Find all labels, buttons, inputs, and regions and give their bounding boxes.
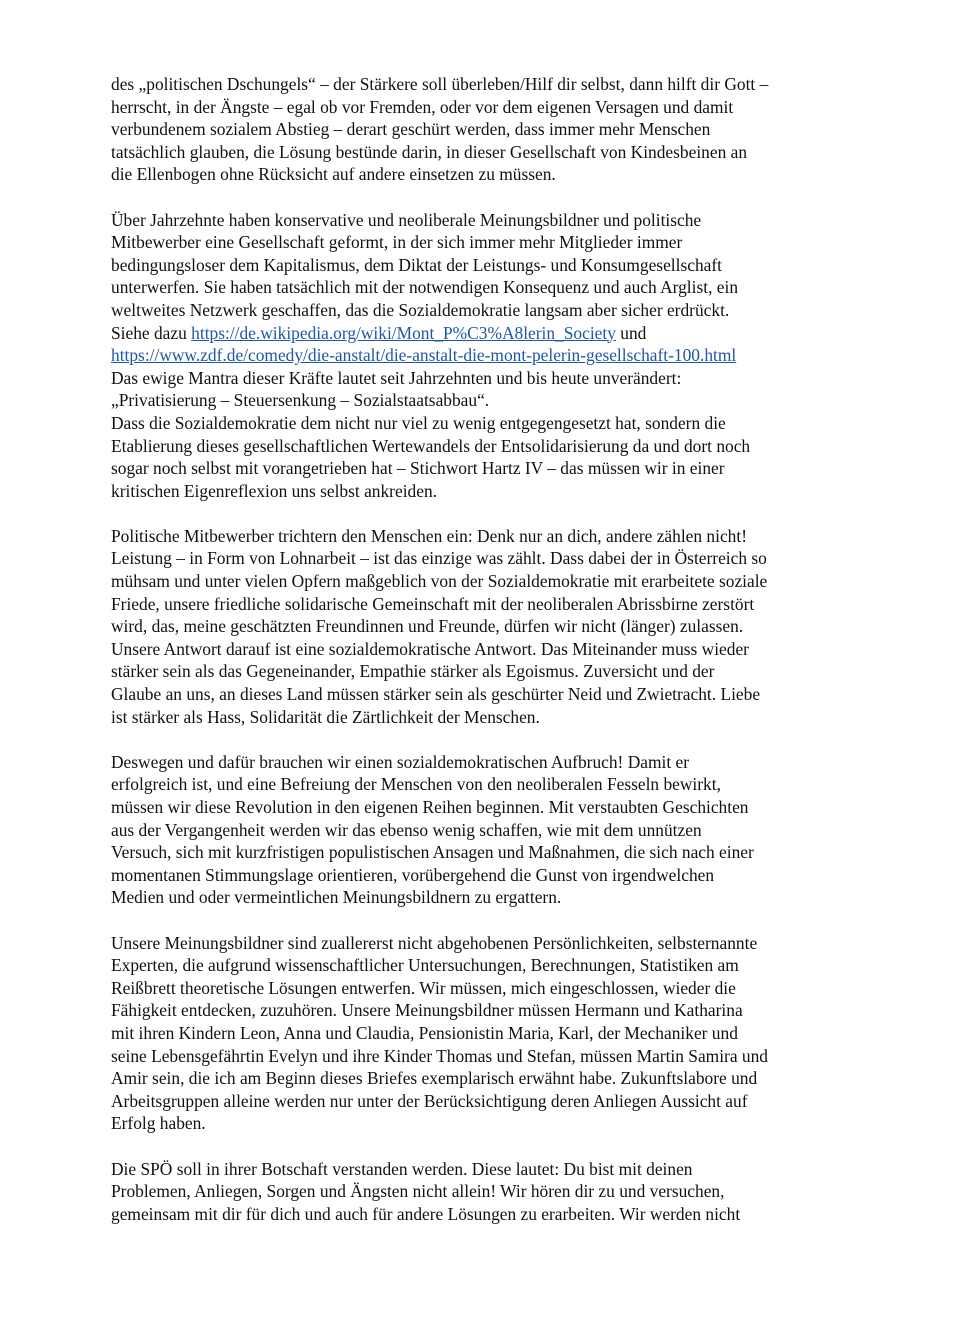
text-line: Problemen, Anliegen, Sorgen und Ängsten nicht allein! Wir hören dir zu und versuchen, (111, 1181, 725, 1202)
text-line: unterwerfen. Sie haben tatsächlich mit der notwendigen Konsequenz und auch Arglist, ein (111, 277, 739, 298)
text-line: Politische Mitbewerber trichtern den Menschen ein: Denk nur an dich, andere zählen nicht! (111, 525, 747, 546)
text-line: Unsere Antwort darauf ist eine sozialdemokratische Antwort. Das Miteinander muss wieder (111, 638, 749, 659)
text-line: seine Lebensgefährtin Evelyn und ihre Kinder Thomas und Stefan, müssen Martin Samira und (111, 1045, 768, 1066)
zdf-link[interactable]: https://www.zdf.de/comedy/die-anstalt/die-anstalt-die-mont-pelerin-gesellschaft-100.html (111, 345, 737, 366)
text-line: Etablierung dieses gesellschaftlichen Wertewandels der Entsolidarisierung da und dort noch (111, 435, 751, 456)
text-line: Unsere Meinungsbildner sind zuallererst nicht abgehobenen Persönlichkeiten, selbsternannte (111, 932, 758, 953)
text-line: Reißbrett theoretische Lösungen entwerfen. Wir müssen, mich eingeschlossen, wieder die (111, 977, 736, 998)
text-line: des „politischen Dschungels“ – der Stärkere soll überleben/Hilf dir selbst, dann hilft dir Gott – (111, 74, 769, 94)
paragraph-1 (111, 73, 881, 186)
document-page (111, 73, 881, 1248)
link-prefix-text: Siehe dazu (111, 322, 192, 343)
text-line: die Ellenbogen ohne Rücksicht auf andere einsetzen zu müssen. (111, 164, 556, 185)
text-line: herrscht, in der Ängste – egal ob vor Fremden, oder vor dem eigenen Versagen und damit (111, 96, 734, 117)
text-line: Die SPÖ soll in ihrer Botschaft verstanden werden. Diese lautet: Du bist mit deinen (111, 1158, 693, 1179)
text-line: Dass die Sozialdemokratie dem nicht nur viel zu wenig entgegengesetzt hat, sondern die (111, 412, 726, 433)
text-line: weltweites Netzwerk geschaffen, das die Sozialdemokratie langsam aber sicher erdrückt. (111, 299, 730, 320)
text-line: bedingungsloser dem Kapitalismus, dem Diktat der Leistungs- und Konsumgesellschaft (111, 254, 722, 275)
text-line: verbundenem sozialem Abstieg – derart geschürt werden, dass immer mehr Menschen (111, 119, 711, 140)
text-line: sogar noch selbst mit vorangetrieben hat – Stichwort Hartz IV – das müssen wir in einer (111, 458, 725, 479)
text-line: mühsam und unter vielen Opfern maßgeblich von der Sozialdemokratie mit erarbeitete soziale (111, 571, 768, 592)
text-line-with-link (111, 322, 881, 345)
link-suffix-text: und (615, 322, 647, 343)
text-line: Versuch, sich mit kurzfristigen populistischen Ansagen und Maßnahmen, die sich nach einer (111, 842, 754, 863)
text-line: Amir sein, die ich am Beginn dieses Briefes exemplarisch erwähnt habe. Zukunftslabore und (111, 1068, 758, 1089)
text-line: Fähigkeit entdecken, zuzuhören. Unsere Meinungsbildner müssen Hermann und Katharina (111, 1000, 743, 1021)
text-line: Über Jahrzehnte haben konservative und neoliberale Meinungsbildner und politische (111, 209, 702, 230)
text-line: erfolgreich ist, und eine Befreiung der Menschen von den neoliberalen Fesseln bewirkt, (111, 774, 721, 795)
text-line-with-link (111, 344, 881, 367)
text-line: Das ewige Mantra dieser Kräfte lautet seit Jahrzehnten und bis heute unverändert: (111, 367, 682, 388)
text-line: Mitbewerber eine Gesellschaft geformt, in der sich immer mehr Mitglieder immer (111, 232, 683, 253)
text-line: Glaube an uns, an dieses Land müssen stärker sein als geschürter Neid und Zwietracht. Liebe (111, 684, 761, 705)
text-line: momentanen Stimmungslage orientieren, vorübergehend die Gunst von irgendwelchen (111, 864, 715, 885)
text-line: müssen wir diese Revolution in den eigenen Reihen beginnen. Mit verstaubten Geschichten (111, 797, 749, 817)
text-line: Medien und oder vermeintlichen Meinungsbildnern zu ergattern. (111, 887, 562, 908)
paragraph-2 (111, 209, 881, 503)
paragraph-3 (111, 525, 881, 728)
text-line: stärker sein als das Gegeneinander, Empathie stärker als Egoismus. Zuversicht und der (111, 661, 715, 682)
text-line: ist stärker als Hass, Solidarität die Zärtlichkeit der Menschen. (111, 706, 540, 727)
paragraph-4 (111, 751, 881, 909)
text-line: Leistung – in Form von Lohnarbeit – ist das einzige was zählt. Dass dabei der in Österreich so (111, 548, 767, 569)
text-line: Arbeitsgruppen alleine werden nur unter der Berücksichtigung deren Anliegen Aussicht auf (111, 1090, 748, 1111)
text-line: tatsächlich glauben, die Lösung bestünde darin, in dieser Gesellschaft von Kindesbeinen an (111, 141, 748, 162)
text-line: Deswegen und dafür brauchen wir einen sozialdemokratischen Aufbruch! Damit er (111, 751, 690, 772)
text-line: kritischen Eigenreflexion uns selbst ankreiden. (111, 480, 437, 501)
text-line: Experten, die aufgrund wissenschaftlicher Untersuchungen, Berechnungen, Statistiken am (111, 955, 739, 976)
text-line: aus der Vergangenheit werden wir das ebenso wenig schaffen, wie mit dem unnützen (111, 819, 702, 840)
text-line: „Privatisierung – Steuersenkung – Sozialstaatsabbau“. (111, 390, 490, 411)
text-line: Erfolg haben. (111, 1113, 206, 1134)
paragraph-6 (111, 1158, 881, 1226)
paragraph-5 (111, 932, 881, 1135)
text-line: gemeinsam mit dir für dich und auch für andere Lösungen zu erarbeiten. Wir werden nicht (111, 1203, 741, 1224)
text-line: mit ihren Kindern Leon, Anna und Claudia, Pensionistin Maria, Karl, der Mechaniker und (111, 1022, 738, 1043)
text-line: Friede, unsere friedliche solidarische Gemeinschaft mit der neoliberalen Abrissbirne zerstört (111, 593, 755, 614)
wikipedia-link[interactable]: https://de.wikipedia.org/wiki/Mont_P%C3%A8lerin_Society (191, 322, 616, 343)
text-line: wird, das, meine geschätzten Freundinnen und Freunde, dürfen wir nicht (länger) zulassen. (111, 616, 744, 637)
